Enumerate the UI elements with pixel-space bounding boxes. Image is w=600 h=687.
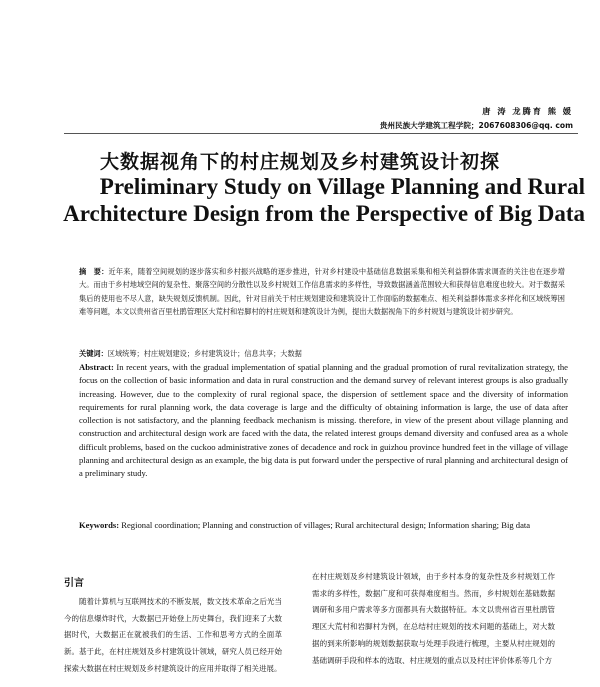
- abstract-chinese-label: 摘 要：: [79, 267, 109, 276]
- affiliation: 贵州民族大学建筑工程学院；2067608306@qq. com: [379, 121, 573, 130]
- abstract-english-label: Abstract:: [79, 362, 114, 372]
- keywords-chinese-text: 区域统筹；村庄规划建设；乡村建筑设计；信息共享；大数据: [107, 349, 302, 358]
- title-english: [30, 173, 585, 227]
- keywords-english-label: Keywords:: [79, 520, 120, 530]
- keywords-english-text: Regional coordination; Planning and construction of villages; Rural architectural design; Information sharing; Big data: [121, 520, 531, 530]
- abstract-english-text: In recent years, with the gradual implementation of spatial planning and the gradual promotion of rural revitalization strategy, the focus on the collection of basic information and data in rural construction and the demand survey of relevant interest groups is also gradually increasing. However, due to the complexity of rural regional space, the dispersion of settlement space and the diversity of information requirements for rural planning work, the data coverage is large and the difficulty of obtaining information is large, the use of data after collection is not satisfactory, and the planning feedback mechanism is missing. therefore, in view of the present about village planning and construction and architectural design work are faced with the data, the related interest groups demand diversity and confused area as a whole difficult problems, based on the cuckoo administrative zones of decadence and rock in guizhou province hundred feet in the village of village planning and architectural design as an example, the big data is put forward under the perspective of rural planning and architectural design of a preliminary study.: [79, 362, 568, 479]
- header-rule: [64, 133, 578, 134]
- title-chinese: 大数据视角下的村庄规划及乡村建筑设计初探: [99, 151, 500, 173]
- authors: 唐 涛 龙腾育 熊 媛: [482, 106, 573, 116]
- abstract-english: [79, 361, 568, 481]
- body-right-column: 在村庄规划及乡村建筑设计领域，由于乡村本身的复杂性及乡村规划工作需求的多样性，数据广度和可获得难度相当。然而，乡村规划在基础数据调研和多用户需求等多方面都具有大数据特征。本文以贵州省百里杜鹃管理区大荒村和岩脚村为例，在总结村庄规划的技术问题的基础上，对大数据的到来所影响的规划数据获取与处理手段进行梳理，主要从村庄规划的基础调研手段和样本的选取、村庄规划的重点以及村庄评价体系等几个方: [312, 572, 555, 665]
- keywords-chinese: [79, 348, 565, 360]
- abstract-chinese-text: 近年来，随着空间规划的逐步落实和乡村振兴战略的逐步推进，针对乡村建设中基础信息数据采集和相关利益群体需求调查的关注也在逐步增大。而由于乡村地域空间的复杂性、聚落空间的分散性以及乡村规划工作信息需求的多样性，导致数据涵盖范围较大和获得信息难度也较大。对于数据采集后的使用也不尽人意，缺失规划反馈机制。因此，针对目前关于村庄规划建设和建筑设计工作面临的数据难点、相关利益群体需求多样化和区域统筹困难等问题，本文以贵州省百里杜鹃管理区大荒村和岩脚村的村庄规划和建筑设计为例，提出大数据视角下的乡村规划与建筑设计初步研究。: [79, 267, 565, 316]
- keywords-chinese-label: 关键词：: [79, 349, 108, 358]
- abstract-chinese: [79, 265, 565, 318]
- section-heading-introduction: 引言: [64, 578, 84, 589]
- keywords-english: [79, 519, 568, 532]
- body-left-column: 随着计算机与互联网技术的不断发展，数文技术革命之后光当今的信息爆炸时代，大数据已开始登上历史舞台，我们迎来了大数据时代，大数据正在就被我们的生活、工作和思考方式的全面革新。基于此，在村庄规划及乡村建筑设计领域，研究人员已经开始探索大数据在村庄规划及乡村建筑设计的应用并取得了相关进展。: [64, 597, 282, 673]
- title-english-line-1: Preliminary Study on Village Planning and Rural: [99, 174, 585, 199]
- title-english-line-2: Architecture Design from the Perspective of Big Data: [63, 201, 585, 226]
